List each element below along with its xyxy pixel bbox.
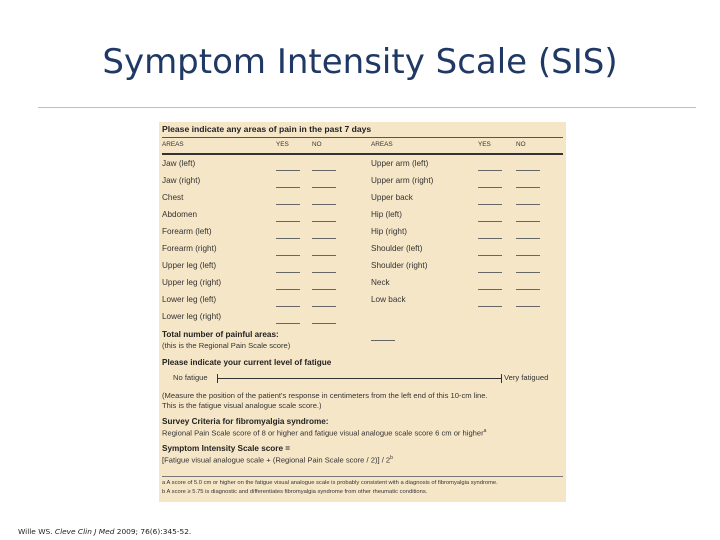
sis-formula: [162, 456, 393, 464]
area-yes-blank[interactable]: [276, 221, 300, 222]
citation-author: Wille WS.: [18, 527, 55, 536]
fatigue-left-label: No fatigue: [173, 373, 208, 382]
area-yes-blank[interactable]: [478, 170, 502, 171]
area-no-blank[interactable]: [312, 289, 336, 290]
area-label: Shoulder (left): [371, 244, 423, 253]
fatigue-line-end: [501, 374, 502, 383]
area-yes-blank[interactable]: [478, 306, 502, 307]
area-label: Abdomen: [162, 210, 198, 219]
area-yes-blank[interactable]: [478, 238, 502, 239]
measure-note-2: This is the fatigue visual analogue scale score.): [162, 401, 322, 410]
sis-heading: Symptom Intensity Scale score =: [162, 444, 291, 453]
footnote-rule: [162, 476, 563, 477]
area-yes-blank[interactable]: [478, 289, 502, 290]
total-blank[interactable]: [371, 340, 395, 341]
fatigue-visual-analogue-line[interactable]: [217, 378, 501, 379]
survey-criteria: [162, 429, 486, 437]
measure-note-1: (Measure the position of the patient's response in centimeters from the left end of this 10-cm line.: [162, 391, 488, 400]
area-label: Jaw (left): [162, 159, 196, 168]
area-label: Shoulder (right): [371, 261, 428, 270]
area-no-blank[interactable]: [516, 255, 540, 256]
area-label: Lower leg (left): [162, 295, 217, 304]
area-yes-blank[interactable]: [276, 204, 300, 205]
sis-formula-text: [Fatigue visual analogue scale + (Regional Pain Scale score / 2)] / 2: [162, 455, 391, 465]
area-yes-blank[interactable]: [478, 272, 502, 273]
area-no-blank[interactable]: [516, 238, 540, 239]
citation: [18, 527, 191, 536]
area-label: Low back: [371, 295, 406, 304]
area-no-blank[interactable]: [312, 187, 336, 188]
col-yes-right: YES: [478, 141, 491, 148]
area-yes-blank[interactable]: [276, 306, 300, 307]
title-divider: [38, 107, 696, 108]
col-no-left: NO: [312, 141, 322, 148]
area-label: Upper arm (right): [371, 176, 434, 185]
sis-footnote-mark: b: [390, 455, 393, 461]
area-label: Lower leg (right): [162, 312, 222, 321]
total-note: (this is the Regional Pain Scale score): [162, 341, 291, 350]
sis-form: [159, 122, 566, 502]
area-no-blank[interactable]: [312, 255, 336, 256]
area-no-blank[interactable]: [312, 306, 336, 307]
area-label: Jaw (right): [162, 176, 201, 185]
area-no-blank[interactable]: [516, 204, 540, 205]
area-no-blank[interactable]: [516, 187, 540, 188]
header-rule-top: [162, 137, 563, 138]
area-label: Neck: [371, 278, 390, 287]
survey-heading: Survey Criteria for fibromyalgia syndrome:: [162, 417, 329, 426]
area-label: Chest: [162, 193, 184, 202]
fatigue-heading: Please indicate your current level of fatigue: [162, 358, 332, 367]
area-label: Forearm (left): [162, 227, 212, 236]
area-yes-blank[interactable]: [276, 323, 300, 324]
area-no-blank[interactable]: [516, 221, 540, 222]
area-label: Hip (right): [371, 227, 407, 236]
area-no-blank[interactable]: [312, 238, 336, 239]
area-yes-blank[interactable]: [276, 255, 300, 256]
area-yes-blank[interactable]: [478, 187, 502, 188]
area-no-blank[interactable]: [516, 306, 540, 307]
slide-title: Symptom Intensity Scale (SIS): [102, 42, 618, 82]
col-yes-left: YES: [276, 141, 289, 148]
area-yes-blank[interactable]: [276, 289, 300, 290]
area-no-blank[interactable]: [312, 323, 336, 324]
area-no-blank[interactable]: [312, 272, 336, 273]
area-no-blank[interactable]: [516, 289, 540, 290]
col-areas-left: AREAS: [162, 141, 184, 148]
footnote-a: a A score of 5.0 cm or higher on the fatigue visual analogue scale is probably consistent with a diagnosis of fibromyalgia syndrome.: [162, 480, 498, 486]
area-no-blank[interactable]: [312, 221, 336, 222]
total-label: Total number of painful areas:: [162, 330, 279, 339]
area-no-blank[interactable]: [516, 272, 540, 273]
header-rule-bottom: [162, 153, 563, 155]
col-no-right: NO: [516, 141, 526, 148]
pain-heading: Please indicate any areas of pain in the past 7 days: [162, 124, 372, 134]
fatigue-right-label: Very fatigued: [504, 373, 549, 382]
survey-footnote-mark: a: [483, 428, 487, 434]
area-yes-blank[interactable]: [478, 221, 502, 222]
citation-details: 2009; 76(6):345-52.: [114, 527, 192, 536]
area-label: Upper leg (left): [162, 261, 217, 270]
area-label: Hip (left): [371, 210, 402, 219]
area-label: Forearm (right): [162, 244, 217, 253]
area-no-blank[interactable]: [516, 170, 540, 171]
area-yes-blank[interactable]: [276, 272, 300, 273]
area-yes-blank[interactable]: [478, 255, 502, 256]
area-no-blank[interactable]: [312, 170, 336, 171]
survey-criteria-text: Regional Pain Scale score of 8 or higher and fatigue visual analogue scale score 6 cm or higher: [162, 428, 484, 438]
citation-journal: Cleve Clin J Med: [54, 527, 115, 536]
area-label: Upper arm (left): [371, 159, 429, 168]
area-yes-blank[interactable]: [276, 170, 300, 171]
area-label: Upper leg (right): [162, 278, 222, 287]
footnote-b: b A score ≥ 5.75 is diagnostic and differentiates fibromyalgia syndrome from other rheumatic conditions.: [162, 489, 428, 495]
area-no-blank[interactable]: [312, 204, 336, 205]
area-label: Upper back: [371, 193, 413, 202]
area-yes-blank[interactable]: [276, 238, 300, 239]
col-areas-right: AREAS: [371, 141, 393, 148]
area-yes-blank[interactable]: [276, 187, 300, 188]
area-yes-blank[interactable]: [478, 204, 502, 205]
